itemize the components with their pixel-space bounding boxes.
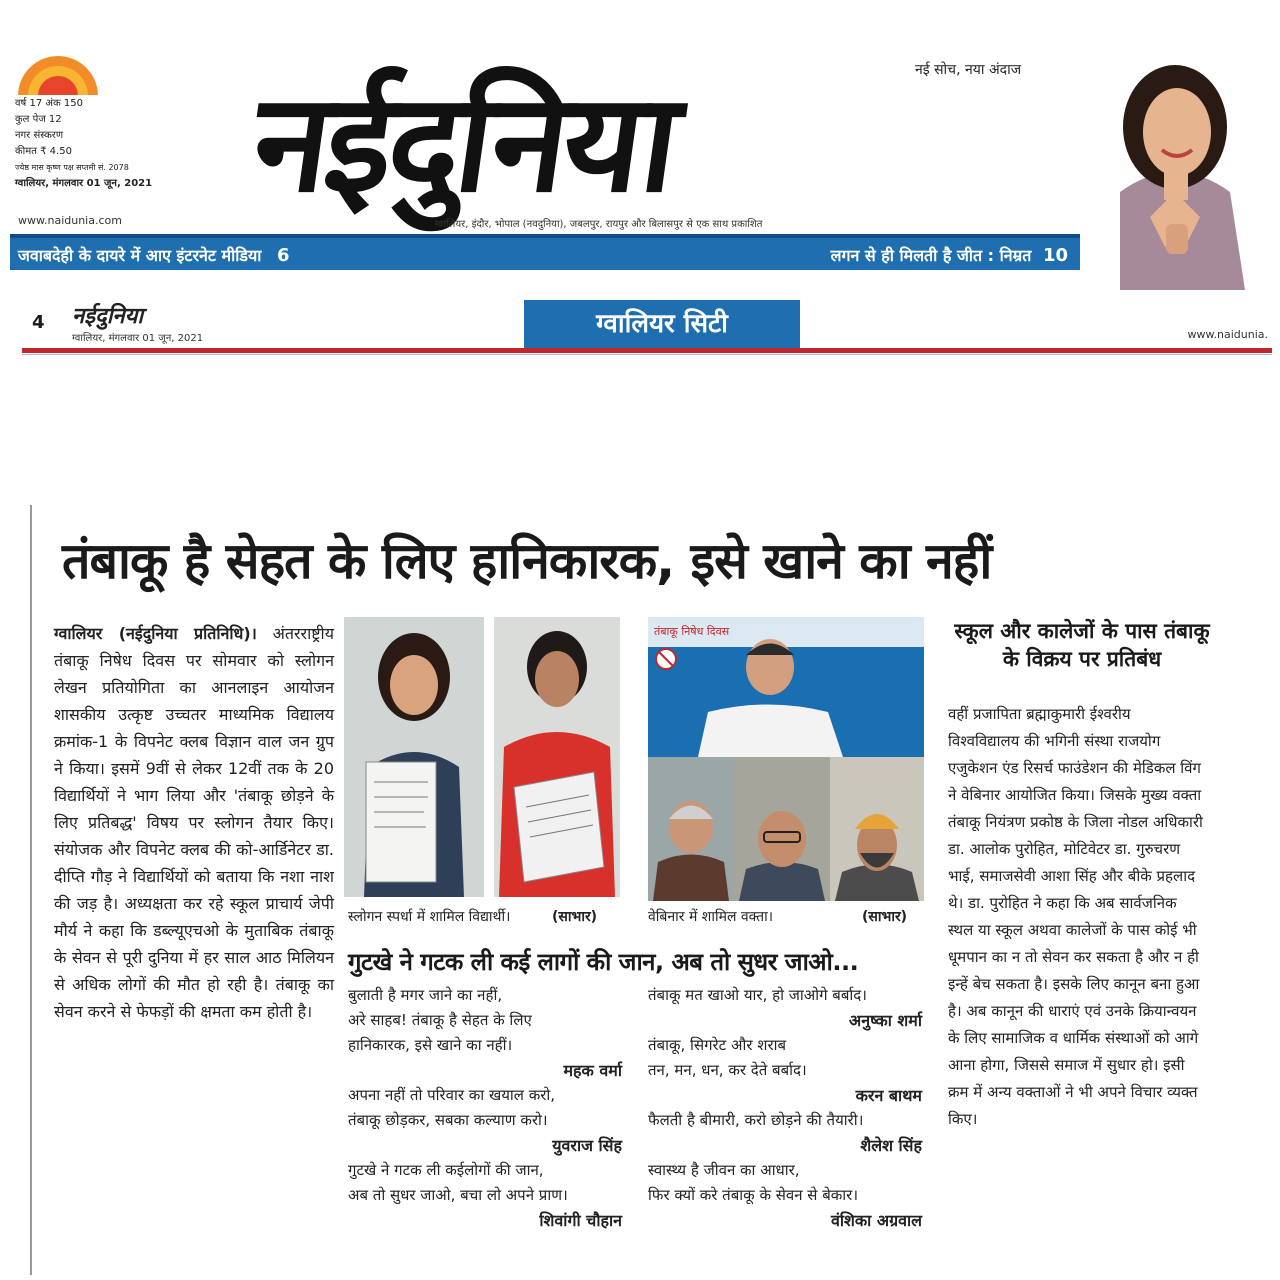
edition-line: ज्येष्ठ मास कृष्ण पक्ष सप्तमी सं. 2078 [15,163,129,172]
slogan-line: हानिकारक, इसे खाने का नहीं। [348,1036,513,1054]
webinar-sikh-speaker-photo [830,757,924,901]
slogan-line: तन, मन, धन, कर देते बर्बाद। [648,1061,807,1079]
website-link[interactable]: www.naidunia.com [18,214,122,227]
photo-caption-speakers: वेबिनार में शामिल वक्ता। [648,909,774,925]
tagline: नई सोच, नया अंदाज [915,62,1022,78]
article-headline: तंबाकू है सेहत के लिए हानिकारक, इसे खाने का नहीं [62,532,992,590]
slogan-entry [348,1158,628,1233]
slogan-author: महक वर्मा [563,1061,622,1080]
edition-line: कीमत ₹ 4.50 [15,146,72,157]
slogan-line: फिर क्यों करे तंबाकू के सेवन से बेकार। [648,1186,859,1204]
masthead-title: नईदुनिया [243,65,686,223]
slogan-author: करन बाथम [855,1086,922,1105]
edition-line: कुल पेज 12 [15,114,62,125]
webinar-man-photo [734,757,830,901]
sun-logo-icon [15,52,101,98]
section-tab[interactable]: ग्वालियर सिटी [524,300,800,348]
side-story-headline: स्कूल और कालेजों के पास तंबाकू के विक्रय पर प्रतिबंध [954,619,1210,671]
slogans-headline: गुटखे ने गटक ली कई लागों की जान, अब तो सुधर जाओ... [348,948,859,976]
slogans-right-column [648,983,928,1233]
small-logo: नईदुनिया [72,304,144,329]
slogan-line: अपना नहीं तो परिवार का खयाल करो, [348,1086,556,1104]
strip-right-text: लगन से ही मिलती है जीत : निम्रत [830,246,1032,265]
slogan-author: शिवांगी चौहान [539,1211,622,1230]
photo-caption-students: स्लोगन स्पर्धा में शामिल विद्यार्थी। [348,909,511,925]
slogan-line: तंबाकू मत खाओ यार, हो जाओगे बर्बाद। [648,986,867,1004]
portrait-photo [1080,42,1270,290]
photo-credit: (साभार) [862,909,908,925]
slogan-entry [648,1158,928,1233]
slogans-left-column [348,983,628,1233]
slogan-entry [648,1033,928,1108]
student-boy-photo [494,617,620,897]
webinar-speaker-photo [648,617,924,757]
student-girl-photo [344,617,484,897]
slogan-author: शैलेश सिंह [860,1136,922,1155]
masthead [10,22,1270,274]
slogan-line: गुटखे ने गटक ली कईलोगों की जान, [348,1161,544,1179]
dateline: ग्वालियर (नईदुनिया प्रतिनिधि)। [54,624,257,643]
page-number: 4 [32,312,45,333]
slogan-line: तंबाकू, सिगरेट और शराब [648,1036,787,1054]
edition-info [15,96,165,192]
strip-left-text: जवाबदेही के दायरे में आए इंटरनेट मीडिया [18,246,262,265]
article [30,505,1210,1275]
slogan-line: तंबाकू छोड़कर, सबका कल्याण करो। [348,1111,548,1129]
webinar-woman-photo [648,757,734,901]
slogan-line: अरे साहब! तंबाकू है सेहत के लिए [348,1011,532,1029]
article-body [54,620,334,1025]
slogan-entry [648,1108,928,1158]
body-text: अंतरराष्ट्रीय तंबाकू निषेध दिवस पर सोमवार को स्लोगन लेखन प्रतियोगिता का आनलाइन आयोजन शासकीय उत्कृष्ट उच्चतर माध्यमिक विद्यालय क्रमांक-1 के विपनेट क्लब विज्ञान वाल जन ग्रुप ने किया। इसमें 9वीं से लेकर 12वीं तक के 20 विद्यार्थियों ने भाग लिया और 'तंबाकू छोड़ने के लिए प्रतिबद्ध' विषय पर स्लोगन तैयार किए। संयोजक और विपनेट क्लब की को-आर्डिनेटर डा. दीप्ति गौड़ ने विद्यार्थियों को बताया कि नशा नाश की जड़ है। अध्यक्षता कर रहे स्कूल प्राचार्य जेपी मौर्य ने कहा कि डब्ल्यूएचओ के मुताबिक तंबाकू के सेवन से पूरी दुनिया में हर साल आठ मिलियन से अधिक लोगों की मौत हो रही है। तंबाकू का सेवन करने से फेफड़ों की क्षमता कम होती है। [54,624,334,1021]
slogan-entry [348,983,628,1083]
page-header [22,290,1272,386]
edition-line: नगर संस्करण [15,130,64,141]
publication-cities: ग्वालियर, इंदौर, भोपाल (नवदुनिया), जबलपुर, रायपुर और बिलासपुर से एक साथ प्रकाशित [435,219,763,230]
slogan-line: फैलती है बीमारी, करो छोड़ने की तैयारी। [648,1111,864,1129]
slogan-author: वंशिका अग्रवाल [830,1211,922,1230]
webinar-banner: तंबाकू निषेध दिवस [654,625,730,638]
slogan-author: युवराज सिंह [552,1136,622,1155]
page-date: ग्वालियर, मंगलवार 01 जून, 2021 [72,333,204,344]
slogan-line: अब तो सुधर जाओ, बचा लो अपने प्राण। [348,1186,568,1204]
side-story-body: वहीं प्रजापिता ब्रह्माकुमारी ईश्वरीय विश्वविद्यालय की भगिनी संस्था राजयोग एजुकेशन एंड रिसर्च फाउंडेशन की मेडिकल विंग ने वेबिनार आयोजित किया। जिसके मुख्य वक्ता तंबाकू नियंत्रण प्रकोष्ठ के जिला नोडल अधिकारी डा. आलोक पुरोहित, मोटिवेटर डा. गुरुचरण भाई, समाजसेवी आशा सिंह और बीके प्रहलाद थे। डा. पुरोहित ने कहा कि अब सार्वजनिक स्थल या स्कूल अथवा कालेजों के पास कोई भी धूमपान का न तो सेवन कर सकता है और न ही इन्हें बेच सकता है। इसके लिए कानून बना हुआ है। अब कानून की धाराएं एवं उनके क्रियान्वयन के लिए सामाजिक व धार्मिक संस्थाओं को आगे आना होगा, जिससे समाज में सुधार हो। इसी क्रम में अन्य वक्ताओं ने भी अपने विचार व्यक्त किए। [948,705,1203,1128]
slogan-author: अनुष्का शर्मा [848,1011,922,1030]
strip-right-page: 10 [1042,245,1068,266]
headline-strip [10,234,1080,270]
slogan-entry [348,1083,628,1158]
page-website[interactable]: www.naidunia. [1187,328,1268,341]
red-divider [22,348,1272,353]
slogan-line: बुलाती है मगर जाने का नहीं, [348,986,503,1004]
edition-date: ग्वालियर, मंगलवार 01 जून, 2021 [15,178,153,189]
thin-divider [22,354,1272,355]
strip-left-page: 6 [276,245,290,266]
photo-credit: (साभार) [552,909,598,925]
strip-right-teaser[interactable] [831,244,1068,266]
edition-line: वर्ष 17 अंक 150 [15,98,84,109]
slogan-line: स्वास्थ्य है जीवन का आधार, [648,1161,800,1179]
strip-left-teaser[interactable] [18,244,289,266]
slogan-entry [648,983,928,1033]
